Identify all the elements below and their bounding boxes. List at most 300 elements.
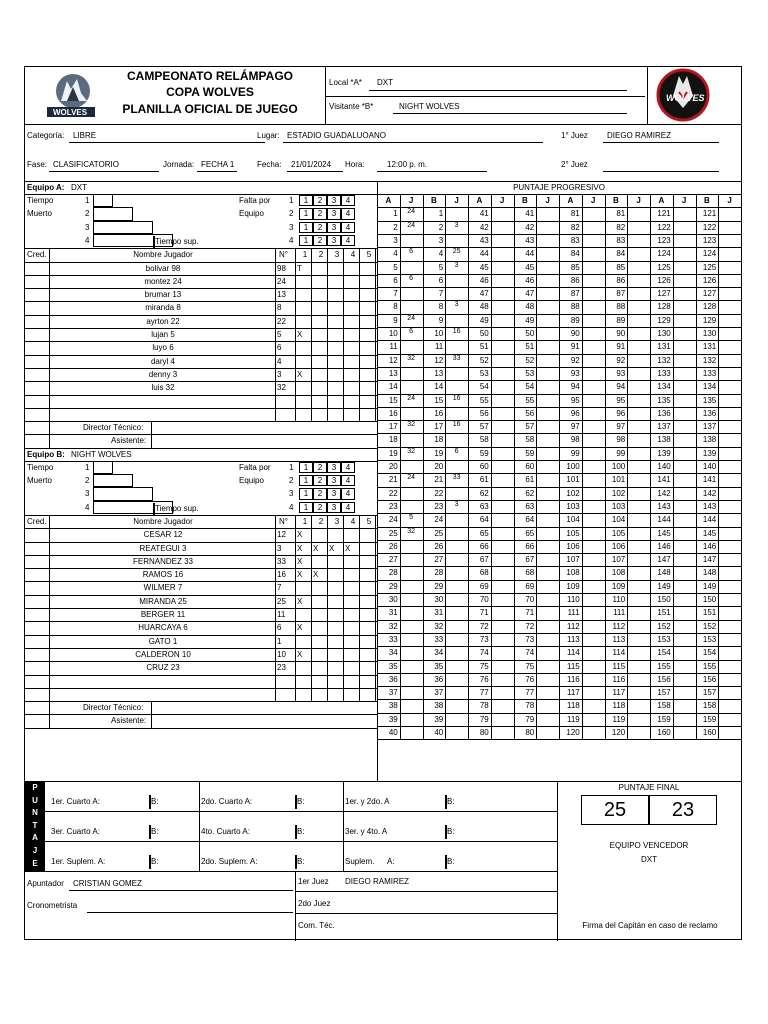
team_a-team-foul-num: 4 (345, 235, 351, 245)
team_a-team-foul-num: 1 (303, 222, 309, 232)
grid-b-num: 150 (702, 595, 717, 604)
grid-b-num: 113 (612, 634, 626, 644)
grid-col-header: A (385, 196, 392, 205)
grid-col-header: J (681, 196, 687, 205)
grid-b-num: 31 (434, 608, 444, 618)
team_b-player-num: 1 (277, 636, 282, 646)
grid-b-num: 103 (611, 501, 626, 511)
team_a-tiempo-box[interactable] (93, 221, 153, 234)
team_b-player-name: FERNANDEZ 33 (132, 556, 193, 566)
grid-b-num: 135 (702, 395, 717, 405)
grid-b-num: 108 (611, 568, 626, 578)
grid-b-num: 119 (612, 714, 626, 724)
grid-a-num: 63 (479, 501, 489, 511)
logo-right-text: WOLVES (666, 93, 705, 103)
vencedor-value: DXT (641, 855, 657, 864)
team_b-player-num: 16 (277, 570, 286, 580)
grid-b-num: 118 (612, 701, 626, 711)
grid-a-jugador: 6 (409, 328, 414, 335)
team_b-player-foul: X (313, 543, 319, 553)
puntaje-side-letter: P (32, 783, 38, 792)
grid-b-num: 37 (434, 688, 444, 698)
logo-left (43, 71, 99, 119)
grid-a-num: 50 (479, 329, 489, 338)
grid-b-num: 64 (525, 515, 535, 525)
grid-b-num: 158 (702, 701, 717, 711)
grid-b-num: 121 (702, 209, 717, 219)
grid-b-num: 88 (616, 302, 626, 312)
team_a-team-foul-num: 3 (331, 222, 337, 232)
grid-b-num: 109 (611, 581, 626, 591)
team_a-team-foul-num: 2 (317, 209, 323, 219)
grid-b-num: 130 (702, 329, 717, 338)
grid-a-num: 31 (388, 608, 398, 618)
grid-b-num: 157 (702, 688, 717, 698)
grid-a-jugador: 5 (409, 514, 414, 522)
grid-a-num: 33 (388, 634, 398, 644)
grid-b-num: 62 (525, 488, 535, 498)
puntaje-side-letter: U (32, 795, 38, 805)
team_b-tiempo-num: 2 (85, 476, 90, 485)
grid-a-num: 84 (570, 249, 580, 259)
team_a-player-name: ayrton 22 (146, 316, 180, 326)
team_b-tiempo-sup-label: Tiempo sup. (155, 503, 199, 513)
grid-a-num: 25 (388, 528, 398, 538)
grid-col-header: J (636, 196, 641, 205)
grid-a-num: 75 (479, 661, 489, 671)
grid-a-num: 17 (388, 422, 398, 432)
grid-b-num: 16 (434, 408, 444, 418)
grid-a-num: 23 (388, 501, 398, 511)
grid-a-num: 47 (479, 289, 489, 299)
categoria-label: Categoría: (27, 131, 65, 140)
grid-b-num: 83 (616, 235, 626, 245)
grid-col-header: B (430, 196, 437, 205)
grid-b-num: 91 (616, 342, 626, 352)
team_b-foul-header: 5 (366, 516, 372, 526)
grid-b-jugador: 16 (452, 394, 461, 402)
grid-a-num: 41 (479, 209, 489, 219)
grid-b-num: 12 (434, 355, 444, 365)
grid-a-num: 2 (393, 222, 398, 232)
grid-b-jugador: 33 (452, 474, 461, 482)
grid-a-num: 116 (566, 674, 580, 684)
team_a-foul-header: 2 (318, 250, 324, 260)
grid-b-num: 137 (702, 422, 717, 432)
grid-b-num: 76 (525, 674, 535, 684)
h1-label: 1er. y 2do. A (345, 797, 390, 806)
grid-a-num: 55 (479, 395, 489, 405)
grid-a-num: 22 (388, 488, 398, 498)
team_b-player-num: 11 (277, 610, 286, 619)
grid-b-num: 99 (616, 448, 626, 458)
grid-a-num: 4 (393, 249, 398, 259)
grid-a-num: 113 (566, 634, 580, 644)
team_a-player-name: bolivar 98 (145, 263, 181, 273)
grid-b-num: 81 (616, 209, 626, 219)
team_a-num-header: N° (279, 250, 288, 260)
team_b-team-foul-num: 3 (331, 489, 337, 499)
grid-col-header: A (567, 196, 574, 205)
h1-b-label: B: (447, 797, 455, 806)
team_a-player-name: miranda 8 (145, 303, 181, 313)
team_a-player-num: 13 (277, 290, 286, 300)
grid-b-num: 95 (616, 395, 626, 405)
grid-a-num: 119 (566, 714, 580, 724)
grid-b-num: 56 (525, 408, 535, 418)
grid-b-num: 45 (525, 262, 535, 272)
grid-a-num: 158 (657, 701, 671, 711)
grid-a-num: 134 (657, 382, 671, 392)
team_b-player-foul: X (297, 556, 303, 566)
grid-b-num: 61 (525, 475, 535, 485)
grid-b-jugador: 25 (452, 248, 461, 256)
grid-a-num: 79 (479, 714, 489, 724)
grid-a-num: 159 (657, 714, 671, 724)
grid-a-num: 78 (479, 701, 489, 711)
logo-left-text: WOLVES (53, 108, 88, 117)
grid-a-num: 96 (570, 408, 580, 418)
grid-b-num: 10 (434, 329, 444, 338)
grid-b-num: 74 (525, 648, 535, 658)
footer-juez1-label: 1er Juez (298, 877, 329, 886)
title-2: COPA WOLVES (166, 85, 254, 99)
team_a-tiempo-box[interactable] (93, 194, 113, 207)
team_b-player-name: HUARCAYA 6 (138, 623, 188, 633)
grid-b-num: 107 (611, 555, 626, 565)
grid-a-num: 72 (479, 621, 489, 631)
grid-b-num: 147 (702, 555, 717, 565)
grid-a-num: 97 (570, 422, 580, 432)
team_a-player-num: 8 (277, 303, 282, 313)
grid-a-num: 11 (389, 342, 398, 352)
grid-a-jugador: 24 (407, 221, 416, 229)
grid-b-num: 53 (525, 368, 535, 378)
team_a-team-foul-num: 3 (331, 235, 337, 245)
apuntador-label: Apuntador (27, 879, 64, 888)
team_a-team-foul-num: 1 (303, 235, 309, 245)
grid-a-num: 150 (657, 595, 671, 604)
grid-b-num: 86 (616, 275, 626, 285)
team_b-player-num: 10 (277, 649, 286, 659)
grid-a-num: 138 (657, 435, 671, 445)
grid-a-num: 80 (479, 728, 489, 737)
grid-b-num: 79 (525, 714, 535, 724)
visitante-label: Visitante *B* (329, 102, 374, 111)
grid-a-num: 36 (388, 674, 398, 684)
grid-a-num: 141 (657, 475, 671, 485)
hora-label: Hora: (345, 160, 365, 169)
grid-b-num: 106 (611, 541, 626, 551)
grid-b-num: 111 (613, 608, 626, 618)
grid-b-num: 71 (525, 608, 535, 618)
grid-b-num: 100 (611, 462, 626, 471)
grid-b-num: 156 (702, 674, 717, 684)
grid-b-num: 32 (434, 621, 444, 631)
team_a-tiempo-num: 1 (85, 196, 90, 205)
grid-a-num: 60 (479, 462, 489, 471)
team_b-team-foul-num: 2 (317, 489, 323, 499)
grid-b-num: 54 (525, 382, 535, 392)
grid-a-num: 109 (566, 581, 580, 591)
grid-b-num: 49 (525, 315, 535, 325)
grid-b-num: 112 (612, 621, 626, 631)
team_b-player-foul: X (297, 623, 303, 633)
grid-a-num: 130 (657, 329, 671, 338)
grid-a-num: 86 (570, 275, 580, 285)
grid-a-num: 74 (479, 648, 489, 658)
grid-a-jugador: 6 (409, 274, 414, 282)
team_a-player-num: 32 (277, 383, 286, 393)
grid-a-num: 13 (388, 368, 398, 378)
grid-b-num: 41 (525, 209, 535, 219)
grid-a-num: 35 (388, 661, 398, 671)
team_b-player-name: BERGER 11 (140, 610, 186, 619)
grid-b-num: 94 (616, 382, 626, 392)
grid-a-num: 51 (479, 342, 489, 352)
team_b-tiempo-box[interactable] (93, 474, 133, 487)
grid-b-num: 17 (434, 422, 444, 432)
team_b-player-foul: X (297, 530, 303, 540)
grid-b-num: 55 (525, 395, 535, 405)
grid-b-num: 101 (611, 475, 626, 485)
grid-b-num: 9 (438, 315, 444, 325)
team_b-team-foul-num: 4 (345, 476, 351, 485)
q4-label: 4to. Cuarto A: (201, 827, 250, 836)
team_a-team-foul-num: 4 (345, 196, 351, 205)
grid-a-num: 143 (657, 501, 671, 511)
team_a-foul-header: 3 (334, 250, 340, 260)
team_a-player-num: 98 (277, 263, 286, 273)
q4-b-label: B: (297, 827, 305, 836)
q3-b-label: B: (151, 827, 159, 836)
title-1: CAMPEONATO RELÁMPAGO (126, 69, 293, 83)
s1-label: 1er. Suplem. A: (51, 857, 106, 866)
grid-b-num: 77 (525, 688, 535, 698)
grid-a-num: 5 (393, 262, 398, 272)
grid-b-num: 84 (616, 249, 626, 259)
team_a-team-foul-num: 3 (331, 209, 337, 219)
team_b-tiempo-box[interactable] (93, 461, 113, 474)
q2-label: 2do. Cuarto A: (201, 797, 253, 806)
grid-a-num: 126 (657, 275, 671, 285)
grid-b-num: 70 (525, 595, 535, 604)
grid-a-num: 89 (570, 315, 580, 325)
team_a-foul-header: 4 (350, 250, 356, 260)
team_b-player-foul: X (329, 543, 335, 553)
grid-a-num: 56 (479, 408, 489, 418)
grid-a-num: 69 (479, 581, 489, 591)
team_b-player-foul: X (297, 596, 303, 606)
jornada-label: Jornada: (163, 160, 195, 169)
grid-a-num: 21 (388, 475, 398, 485)
grid-a-num: 106 (566, 541, 580, 551)
grid-b-num: 146 (702, 541, 717, 551)
grid-a-num: 44 (479, 249, 489, 259)
fecha-value: 21/01/2024 (291, 160, 332, 169)
grid-b-num: 8 (438, 302, 444, 312)
grid-col-header: J (590, 196, 596, 205)
team_a-foul-row-num: 4 (289, 235, 294, 245)
grid-b-num: 67 (525, 555, 535, 565)
grid-a-num: 149 (657, 581, 671, 591)
grid-b-num: 122 (702, 222, 717, 232)
grid-a-num: 67 (479, 555, 489, 565)
team_a-tiempo-num: 2 (85, 209, 90, 219)
grid-b-num: 22 (434, 488, 444, 498)
juez1-value: DIEGO RAMIREZ (607, 131, 672, 140)
grid-b-num: 29 (434, 581, 444, 591)
team_b-cred-header: Cred. (27, 516, 47, 526)
grid-a-num: 57 (479, 422, 489, 432)
grid-a-num: 146 (657, 541, 671, 551)
grid-b-num: 20 (434, 462, 444, 471)
grid-a-num: 1 (393, 209, 398, 219)
final-score-b: 23 (649, 795, 717, 825)
grid-a-num: 120 (566, 728, 580, 737)
team_a-player-name: brumar 13 (144, 290, 182, 300)
grid-b-num: 1 (438, 209, 444, 219)
grid-a-num: 103 (566, 501, 580, 511)
team_b-muerto-label: Muerto (27, 475, 52, 485)
team_b-player-foul: X (297, 649, 303, 659)
team_b-tiempo-num: 4 (85, 502, 90, 512)
grid-b-jugador: 33 (452, 354, 461, 362)
grid-b-num: 159 (702, 714, 717, 724)
grid-a-jugador: 24 (407, 474, 416, 482)
grid-b-num: 36 (434, 674, 444, 684)
grid-a-num: 135 (657, 395, 671, 405)
team_b-player-num: 12 (277, 530, 286, 540)
sup-a-label: A: (387, 857, 395, 866)
team_a-team-foul-num: 1 (303, 196, 309, 205)
grid-a-num: 152 (657, 621, 671, 631)
q2-b-label: B: (297, 797, 305, 806)
grid-a-num: 94 (570, 382, 580, 392)
team_b-player-num: 25 (277, 596, 286, 606)
s2-label: 2do. Suplem. A: (201, 857, 258, 866)
team_a-tiempo-box[interactable] (93, 207, 133, 220)
grid-b-num: 40 (434, 728, 444, 737)
team_a-player-name: montez 24 (144, 276, 182, 286)
grid-a-num: 39 (388, 714, 398, 724)
grid-b-num: 44 (525, 249, 535, 259)
team_a-team-foul-num: 4 (345, 209, 351, 219)
team_a-player-foul: X (297, 369, 303, 379)
grid-b-num: 105 (611, 528, 626, 538)
puntaje-final-label: PUNTAJE FINAL (618, 783, 680, 792)
grid-a-num: 142 (657, 488, 671, 498)
final-score-a: 25 (581, 795, 649, 825)
grid-a-num: 37 (388, 688, 398, 698)
grid-a-num: 73 (479, 634, 489, 644)
grid-b-num: 27 (434, 555, 444, 565)
fecha-label: Fecha: (257, 160, 282, 169)
team_b-team-foul-num: 3 (331, 462, 337, 472)
grid-b-num: 143 (702, 501, 717, 511)
footer-juez1-value: DIEGO RAMIREZ (345, 877, 410, 886)
team_b-tiempo-box[interactable] (93, 487, 153, 500)
grid-a-num: 137 (657, 422, 671, 432)
grid-a-num: 54 (479, 382, 489, 392)
juez2-label: 2° Juez (561, 160, 588, 169)
grid-a-num: 88 (570, 302, 580, 312)
grid-col-header: J (545, 196, 550, 205)
h2-b-label: B: (447, 827, 455, 836)
grid-a-num: 19 (388, 448, 398, 458)
grid-a-num: 24 (388, 515, 398, 525)
grid-b-num: 120 (611, 728, 626, 737)
grid-a-num: 71 (479, 608, 489, 618)
grid-a-jugador: 32 (407, 421, 416, 429)
grid-a-num: 110 (566, 595, 580, 604)
team_b-player-foul: X (345, 543, 351, 553)
team_a-foul-row-num: 2 (289, 209, 294, 219)
grid-a-num: 20 (388, 462, 398, 471)
grid-b-num: 14 (434, 382, 444, 392)
grid-b-num: 39 (434, 714, 444, 724)
grid-a-num: 122 (657, 222, 671, 232)
grid-b-num: 141 (702, 475, 717, 485)
q3-label: 3er. Cuarto A: (51, 827, 100, 836)
grid-a-num: 77 (479, 688, 489, 698)
s2-b-label: B: (297, 857, 305, 866)
team_a-player-name: luis 32 (151, 383, 175, 393)
grid-a-num: 108 (566, 568, 580, 578)
grid-a-num: 76 (479, 674, 489, 684)
grid-a-num: 127 (657, 289, 671, 299)
grid-a-num: 28 (388, 568, 398, 578)
grid-b-num: 129 (702, 315, 717, 325)
team_a-player-name: lujan 5 (151, 330, 175, 339)
team_b-foul-row-num: 1 (289, 462, 294, 472)
grid-col-header: B (703, 196, 710, 205)
grid-a-num: 87 (570, 289, 580, 299)
grid-b-num: 48 (525, 302, 535, 312)
team_a-asistente-label: Asistente: (111, 436, 147, 446)
grid-a-num: 82 (570, 222, 580, 232)
puntaje-side-letter: A (32, 833, 38, 843)
grid-b-num: 92 (616, 355, 626, 365)
grid-b-num: 66 (525, 541, 535, 551)
h2-label: 3er. y 4to. A (345, 827, 388, 836)
puntaje-progresivo-label: PUNTAJE PROGRESIVO (513, 183, 605, 192)
grid-b-jugador: 3 (454, 301, 459, 309)
team_a-team-foul-num: 2 (317, 235, 323, 245)
grid-a-num: 144 (657, 515, 671, 525)
grid-a-jugador: 24 (407, 208, 416, 216)
grid-a-num: 6 (393, 275, 398, 285)
grid-a-num: 145 (657, 528, 671, 538)
grid-a-num: 49 (479, 315, 489, 325)
grid-a-num: 42 (479, 222, 489, 232)
footer-juez2-label: 2do Juez (298, 899, 331, 908)
grid-a-num: 70 (479, 595, 489, 604)
grid-a-num: 139 (657, 448, 671, 458)
team_a-player-num: 4 (277, 356, 282, 366)
grid-b-num: 97 (616, 422, 626, 432)
team_b-player-foul: X (313, 570, 319, 580)
team_b-player-foul: X (297, 570, 303, 580)
grid-a-num: 111 (567, 608, 580, 618)
team_a-player-name: luyo 6 (152, 343, 174, 353)
team_a-name: DXT (71, 183, 87, 192)
grid-b-num: 4 (438, 249, 444, 259)
grid-a-num: 3 (393, 235, 398, 245)
grid-b-num: 151 (702, 608, 717, 618)
grid-col-header: A (658, 196, 665, 205)
team_a-tiempo-label: Tiempo (27, 196, 54, 205)
